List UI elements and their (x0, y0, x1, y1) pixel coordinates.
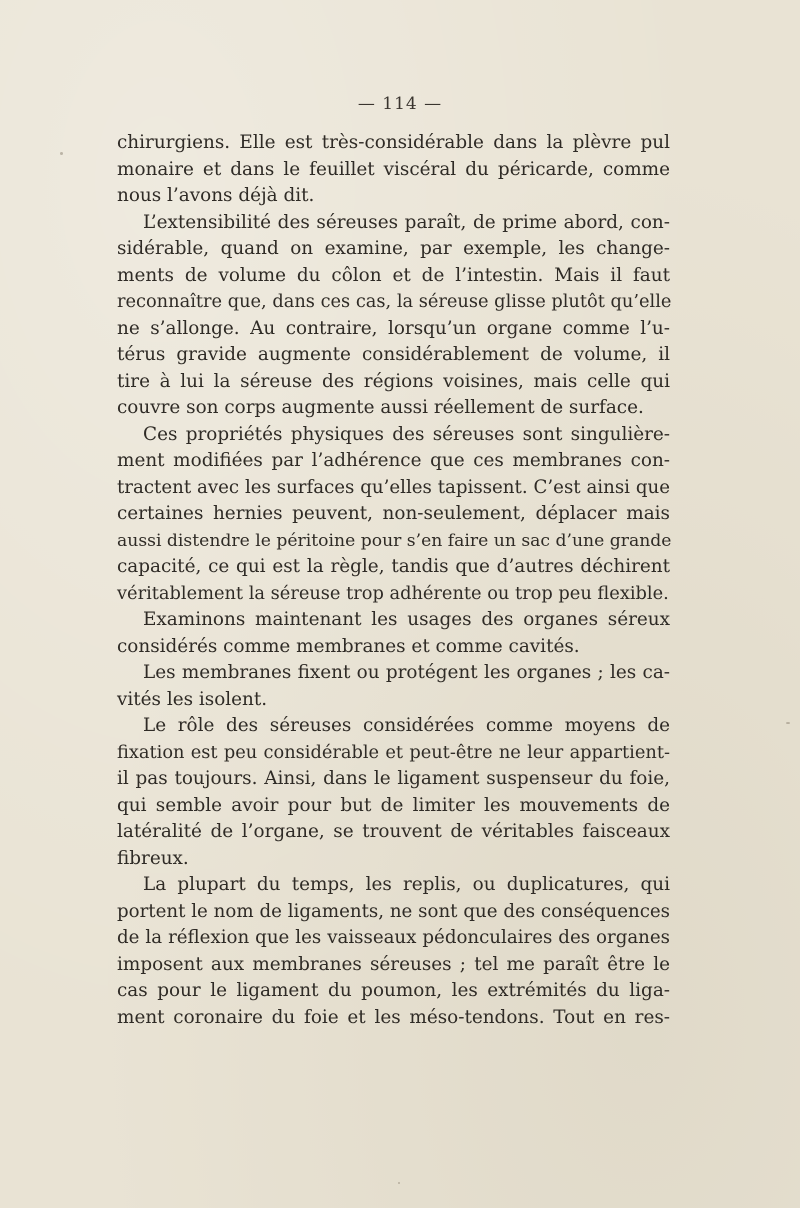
text-line: chirurgiens. Elle est très-considérable dans la plèvre pul (117, 132, 670, 153)
text-line: cas pour le ligament du poumon, les extrémités du liga- (117, 980, 670, 1001)
text-line: portent le nom de ligaments, ne sont que des conséquences (117, 900, 670, 922)
text-line: fibreux. (117, 847, 189, 869)
text-line: ne s’allonge. Au contraire, lorsqu’un organe comme l’u- (117, 317, 670, 339)
paper-speck (398, 1182, 400, 1184)
text-line: capacité, ce qui est la règle, tandis que d’autres déchirent (117, 556, 670, 577)
text-line: reconnaître que, dans ces cas, la séreuse glisse plutôt qu’elle (117, 291, 672, 312)
text-line: La plupart du temps, les replis, ou duplicatures, qui (143, 874, 670, 895)
text-line: qui semble avoir pour but de limiter les mouvements de (117, 794, 670, 816)
text-line: considérés comme membranes et comme cavités. (117, 635, 580, 657)
paper-speck (60, 152, 63, 155)
paper-speck (786, 722, 790, 724)
text-line: fixation est peu considérable et peut-être ne leur appartient- (117, 741, 670, 763)
text-line: ment coronaire du foie et les méso-tendons. Tout en res- (117, 1006, 670, 1028)
text-line: véritablement la séreuse trop adhérente ou trop peu flexible. (117, 582, 669, 604)
text-line: imposent aux membranes séreuses ; tel me paraît être le (117, 953, 670, 975)
text-line: Les membranes fixent ou protégent les organes ; les ca- (143, 662, 670, 683)
text-line: ments de volume du côlon et de l’intestin. Mais il faut (117, 264, 670, 286)
text-line: térus gravide augmente considérablement de volume, il (117, 344, 670, 365)
text-line: tractent avec les surfaces qu’elles tapissent. C’est ainsi que (117, 476, 670, 498)
text-line: il pas toujours. Ainsi, dans le ligament suspenseur du foie, (117, 768, 670, 789)
text-line: couvre son corps augmente aussi réellement de surface. (117, 397, 644, 418)
text-line: Examinons maintenant les usages des organes séreux (143, 609, 670, 630)
text-line: ment modifiées par l’adhérence que ces membranes con- (117, 450, 670, 471)
text-line: latéralité de l’organe, se trouvent de véritables faisceaux (117, 821, 670, 842)
body-text (117, 130, 670, 1031)
page-number: — 114 — (357, 94, 443, 114)
text-line: monaire et dans le feuillet viscéral du péricarde, comme (117, 158, 670, 180)
text-line: sidérable, quand on examine, par exemple, les change- (117, 238, 670, 259)
text-line: Ces propriétés physiques des séreuses sont singulière- (143, 423, 670, 445)
text-line: aussi distendre le péritoine pour s’en faire un sac d’une grande (117, 530, 672, 551)
text-line: de la réflexion que les vaisseaux pédonculaires des organes (117, 927, 670, 948)
text-line: tire à lui la séreuse des régions voisines, mais celle qui (117, 370, 670, 392)
text-line: nous l’avons déjà dit. (117, 185, 315, 206)
text-line: L’extensibilité des séreuses paraît, de prime abord, con- (143, 211, 670, 233)
text-line: certaines hernies peuvent, non-seulement, déplacer mais (117, 503, 670, 524)
text-line: vités les isolent. (117, 688, 268, 710)
text-line: Le rôle des séreuses considérées comme moyens de (143, 715, 670, 736)
